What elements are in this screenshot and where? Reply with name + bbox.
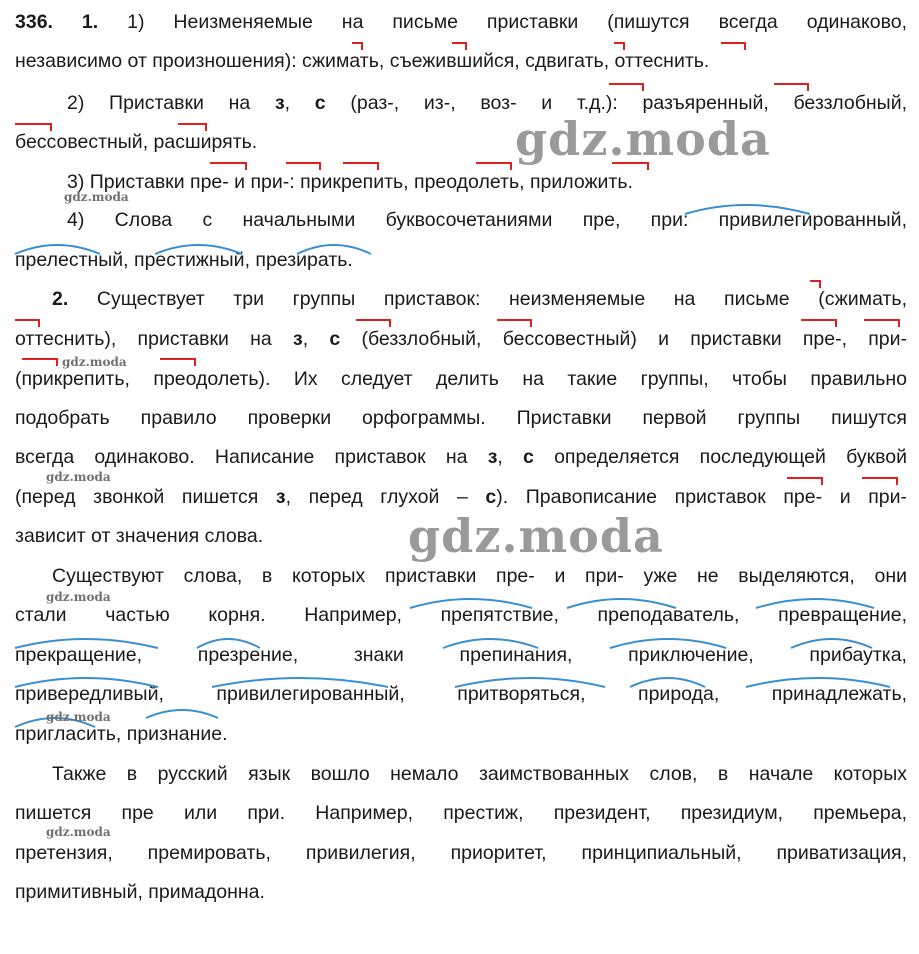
p2-line-2: бессовестный, расширять.: [15, 131, 258, 153]
part2-line-3: (прикрепить, преодолеть). Их следует делить на такие группы, чтобы правильно: [15, 368, 907, 390]
part2-line-1: [52, 286, 907, 312]
p5-line-5: пригласить, признание.: [15, 723, 228, 745]
p1-line-1: [15, 9, 907, 35]
part-1-label: 1.: [81, 11, 99, 33]
watermark-small: gdz.moda: [46, 470, 111, 484]
p6-line-1: Также в русский язык вошло немало заимствованных слов, в начале которых: [52, 763, 907, 785]
part2-letter-z-2: з: [487, 446, 498, 468]
part2-text-1: Существует три группы приставок: неизменяемые на письме (сжимать,: [96, 288, 908, 310]
p3-line: 3) Приставки пре- и при-: прикрепить, преодолеть, приложить.: [67, 171, 633, 193]
p2-comma: ,: [284, 92, 291, 114]
word: презрение,: [197, 644, 299, 666]
p2-text-a: 2) Приставки на: [67, 92, 251, 114]
part2-text-2a: оттеснить), приставки на: [15, 328, 272, 350]
p4-line-1: 4) Слова с начальными буквосочетаниями пре, при: привилегированный,: [67, 209, 907, 231]
word: принадлежать,: [771, 683, 908, 705]
p6-line-3: претензия, премировать, привилегия, приоритет, принципиальный, приватизация,: [15, 842, 907, 864]
part2-text-6a: (перед звонкой пишется: [15, 486, 259, 508]
p6-line-4: примитивный, примадонна.: [15, 881, 265, 903]
part2-line-4: подобрать правило проверки орфограммы. Приставки первой группы пишутся: [15, 407, 907, 429]
part2-letter-z: з: [293, 328, 303, 350]
word: привилегированный,: [216, 683, 405, 705]
letter-s: с: [314, 92, 326, 114]
word: приключение,: [628, 644, 754, 666]
part-2-label: 2.: [52, 288, 69, 310]
p2-line-1: [67, 90, 907, 116]
word: привередливый,: [15, 683, 164, 705]
root-arc: [146, 710, 218, 718]
word: знаки: [353, 644, 404, 666]
part2-line-6: [15, 484, 907, 510]
part2-letter-z-3: з: [275, 486, 286, 508]
part2-line-2: оттеснить), приставки на з, с (беззлобный, бессовестный) и приставки пре-, при-: [15, 328, 908, 350]
exercise-number: 336.: [15, 11, 53, 33]
part2-line-7: зависит от значения слова.: [15, 525, 264, 547]
part2-letter-s-2: с: [523, 446, 534, 468]
p2-text-b: (раз-, из-, воз- и т.д.): разъяренный, беззлобный,: [350, 92, 908, 114]
word: прекращение,: [15, 644, 143, 666]
watermark-logo: gdz.moda: [408, 509, 664, 563]
p5-line-1: Существуют слова, в которых приставки пре- и при- уже не выделяются, они: [52, 565, 907, 587]
word: препинания,: [459, 644, 573, 666]
watermark-logo: gdz.moda: [515, 112, 771, 166]
prefix-mark: [160, 359, 195, 366]
part2-text-5a: всегда одинаково. Написание приставок на: [15, 446, 468, 468]
p5-line-4: [15, 681, 907, 707]
p1-line-2: независимо от произношения): сжимать, съежившийся, сдвигать, оттеснить.: [15, 50, 710, 72]
p6-line-2: пишется пре или при. Например, престиж, президент, президиум, премьера,: [15, 802, 907, 824]
prefix-mark: [22, 359, 57, 366]
part2-text-2b: (беззлобный, бессовестный) и приставки пре-, при-: [361, 328, 908, 350]
p5-line-3: [15, 642, 907, 668]
part2-text-6m: , перед глухой –: [285, 486, 468, 508]
watermark-small: gdz.moda: [46, 825, 111, 839]
word: природа,: [638, 683, 720, 705]
word: притворяться,: [457, 683, 586, 705]
part2-text-5b: определяется последующей буквой: [554, 446, 908, 468]
part2-text-6b: ). Правописание приставок пре- и при-: [496, 486, 908, 508]
p4-line-2: прелестный, престижный, презирать.: [15, 249, 353, 271]
part2-letter-s-3: с: [485, 486, 497, 508]
watermark-small: gdz.moda: [64, 190, 129, 204]
part2-line-5: всегда одинаково. Написание приставок на з, с определяется последующей буквой: [15, 446, 908, 468]
watermark-small: gdz.moda: [46, 590, 111, 604]
watermark-small: gdz.moda: [62, 355, 127, 369]
p5-line-2: стали частью корня. Например, препятствие, преподаватель, превращение,: [15, 604, 907, 626]
part2-letter-s: с: [329, 328, 341, 350]
watermark-small: gdz.moda: [46, 710, 111, 724]
p1-text-1: 1) Неизменяемые на письме приставки (пишутся всегда одинаково,: [127, 11, 908, 33]
word: прибаутка,: [809, 644, 907, 666]
letter-z: з: [274, 92, 285, 114]
